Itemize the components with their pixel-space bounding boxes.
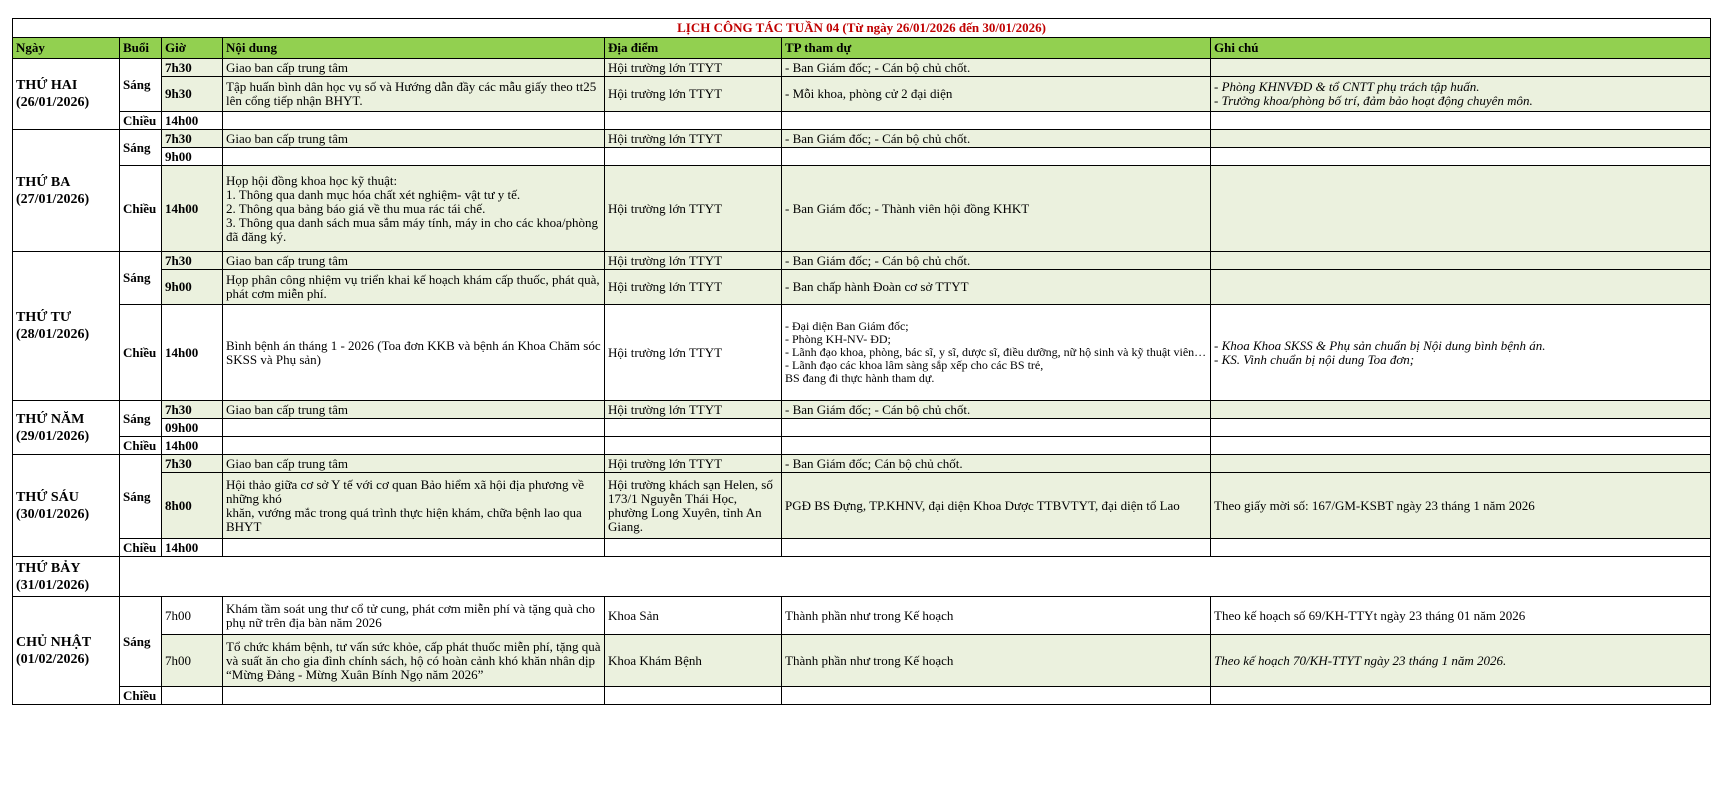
notes-cell xyxy=(1211,539,1711,557)
day-cell: THỨ BẢY (31/01/2026) xyxy=(13,557,120,597)
location-cell: Hội trường lớn TTYT xyxy=(605,270,782,305)
day-cell: THỨ HAI (26/01/2026) xyxy=(13,59,120,130)
location-cell: Hội trường lớn TTYT xyxy=(605,455,782,473)
participants-cell: - Mỗi khoa, phòng cử 2 đại diện xyxy=(782,77,1211,112)
participants-cell: - Ban Giám đốc; - Cán bộ chủ chốt. xyxy=(782,130,1211,148)
session-cell: Sáng xyxy=(120,455,162,539)
header-session: Buổi xyxy=(120,38,162,59)
time-cell: 14h00 xyxy=(162,112,223,130)
header-location: Địa điểm xyxy=(605,38,782,59)
time-cell: 14h00 xyxy=(162,305,223,401)
table-row xyxy=(13,635,1711,687)
content-cell: Tập huấn bình dân học vụ số và Hướng dẫn đầy các mẫu giấy theo tt25 lên cổng tiếp nhận BHYT. xyxy=(223,77,605,112)
content-cell: Giao ban cấp trung tâm xyxy=(223,252,605,270)
time-cell: 14h00 xyxy=(162,437,223,455)
session-cell: Sáng xyxy=(120,597,162,687)
time-cell: 14h00 xyxy=(162,539,223,557)
content-cell: Giao ban cấp trung tâm xyxy=(223,59,605,77)
time-cell: 7h00 xyxy=(162,635,223,687)
content-cell xyxy=(223,148,605,166)
content-cell: Bình bệnh án tháng 1 - 2026 (Toa đơn KKB và bệnh án Khoa Chăm sóc SKSS và Phụ sản) xyxy=(223,305,605,401)
participants-cell: - Ban Giám đốc; - Cán bộ chủ chốt. xyxy=(782,401,1211,419)
location-cell xyxy=(605,419,782,437)
table-row xyxy=(13,148,1711,166)
notes-cell xyxy=(1211,270,1711,305)
notes-cell xyxy=(1211,252,1711,270)
participants-cell: Thành phần như trong Kế hoạch xyxy=(782,635,1211,687)
participants-cell: PGĐ BS Đựng, TP.KHNV, đại diện Khoa Dược TTBVTYT, đại diện tổ Lao xyxy=(782,473,1211,539)
notes-cell xyxy=(1211,130,1711,148)
notes-cell: - Phòng KHNVĐD & tổ CNTT phụ trách tập huấn. - Trưởng khoa/phòng bố trí, đảm bảo hoạt động chuyên môn. xyxy=(1211,77,1711,112)
table-row xyxy=(13,473,1711,539)
participants-cell: - Ban Giám đốc; - Thành viên hội đồng KHKT xyxy=(782,166,1211,252)
table-row xyxy=(13,437,1711,455)
session-cell: Chiều xyxy=(120,539,162,557)
time-cell: 9h00 xyxy=(162,148,223,166)
session-cell: Sáng xyxy=(120,59,162,112)
header-content: Nội dung xyxy=(223,38,605,59)
notes-cell xyxy=(1211,687,1711,705)
notes-cell: - Khoa Khoa SKSS & Phụ sản chuẩn bị Nội dung bình bệnh án. - KS. Vinh chuẩn bị nội dung Toa đơn; xyxy=(1211,305,1711,401)
location-cell xyxy=(605,687,782,705)
content-cell: Giao ban cấp trung tâm xyxy=(223,130,605,148)
location-cell: Khoa Khám Bệnh xyxy=(605,635,782,687)
notes-cell xyxy=(1211,166,1711,252)
table-row xyxy=(13,401,1711,419)
location-cell: Hội trường khách sạn Helen, số 173/1 Nguyễn Thái Học, phường Long Xuyên, tỉnh An Giang. xyxy=(605,473,782,539)
content-cell: Giao ban cấp trung tâm xyxy=(223,455,605,473)
content-cell xyxy=(223,687,605,705)
table-row xyxy=(13,252,1711,270)
content-cell xyxy=(223,112,605,130)
session-cell: Chiều xyxy=(120,305,162,401)
time-cell xyxy=(162,687,223,705)
content-cell: Tổ chức khám bệnh, tư vấn sức khỏe, cấp phát thuốc miễn phí, tặng quà và suất ăn cho gia đình chính sách, hộ có hoàn cảnh khó khăn nhân dịp “Mừng Đảng - Mừng Xuân Bính Ngọ năm 2026” xyxy=(223,635,605,687)
participants-cell: - Ban Giám đốc; Cán bộ chủ chốt. xyxy=(782,455,1211,473)
location-cell xyxy=(605,148,782,166)
session-cell: Chiều xyxy=(120,166,162,252)
content-cell xyxy=(223,437,605,455)
location-cell: Hội trường lớn TTYT xyxy=(605,305,782,401)
table-row xyxy=(13,59,1711,77)
location-cell: Hội trường lớn TTYT xyxy=(605,59,782,77)
notes-cell: Theo giấy mời số: 167/GM-KSBT ngày 23 tháng 1 năm 2026 xyxy=(1211,473,1711,539)
time-cell: 7h30 xyxy=(162,59,223,77)
time-cell: 7h30 xyxy=(162,455,223,473)
time-cell: 7h30 xyxy=(162,130,223,148)
location-cell xyxy=(605,112,782,130)
session-cell: Sáng xyxy=(120,130,162,166)
participants-cell: - Ban Giám đốc; - Cán bộ chủ chốt. xyxy=(782,59,1211,77)
participants-cell: Thành phần như trong Kế hoạch xyxy=(782,597,1211,635)
time-cell: 7h30 xyxy=(162,252,223,270)
schedule-table xyxy=(12,18,1711,705)
table-row xyxy=(13,455,1711,473)
location-cell xyxy=(605,437,782,455)
location-cell xyxy=(605,539,782,557)
location-cell: Hội trường lớn TTYT xyxy=(605,401,782,419)
location-cell: Hội trường lớn TTYT xyxy=(605,130,782,148)
time-cell: 7h00 xyxy=(162,597,223,635)
header-participants: TP tham dự xyxy=(782,38,1211,59)
content-cell: Hội thảo giữa cơ sở Y tế với cơ quan Bảo hiểm xã hội địa phương về những khó khăn, vướng mắc trong quá trình thực hiện khám, chữa bệnh lao qua BHYT xyxy=(223,473,605,539)
table-row xyxy=(13,112,1711,130)
day-cell: THỨ BA (27/01/2026) xyxy=(13,130,120,252)
notes-cell xyxy=(1211,419,1711,437)
table-row xyxy=(13,166,1711,252)
notes-cell xyxy=(1211,148,1711,166)
participants-cell xyxy=(782,539,1211,557)
time-cell: 9h00 xyxy=(162,270,223,305)
location-cell: Hội trường lớn TTYT xyxy=(605,77,782,112)
participants-cell xyxy=(782,437,1211,455)
content-cell: Giao ban cấp trung tâm xyxy=(223,401,605,419)
participants-cell xyxy=(782,112,1211,130)
table-row xyxy=(13,305,1711,401)
notes-cell xyxy=(1211,455,1711,473)
header-row xyxy=(13,38,1711,59)
location-cell: Khoa Sản xyxy=(605,597,782,635)
notes-cell: Theo kế hoạch 70/KH-TTYT ngày 23 tháng 1 năm 2026. xyxy=(1211,635,1711,687)
notes-cell xyxy=(1211,112,1711,130)
content-cell: Họp hội đồng khoa học kỹ thuật: 1. Thông qua danh mục hóa chất xét nghiệm- vật tư y tế. 2. Thông qua bảng báo giá về thu mua rác tái chế. 3. Thông qua danh sách mua sắm máy tính, máy in cho các khoa/phòng đã đăng ký. xyxy=(223,166,605,252)
notes-cell: Theo kế hoạch số 69/KH-TTYt ngày 23 tháng 01 năm 2026 xyxy=(1211,597,1711,635)
table-row xyxy=(13,539,1711,557)
session-cell: Chiều xyxy=(120,687,162,705)
content-cell: Họp phân công nhiệm vụ triển khai kế hoạch khám cấp thuốc, phát quà, phát cơm miễn phí. xyxy=(223,270,605,305)
day-cell: THỨ NĂM (29/01/2026) xyxy=(13,401,120,455)
schedule-title: LỊCH CÔNG TÁC TUẦN 04 (Từ ngày 26/01/2026 đến 30/01/2026) xyxy=(13,19,1711,38)
day-cell: THỨ TƯ (28/01/2026) xyxy=(13,252,120,401)
header-time: Giờ xyxy=(162,38,223,59)
table-row xyxy=(13,597,1711,635)
notes-cell xyxy=(1211,401,1711,419)
time-cell: 8h00 xyxy=(162,473,223,539)
day-cell: THỨ SÁU (30/01/2026) xyxy=(13,455,120,557)
table-row xyxy=(13,270,1711,305)
participants-cell xyxy=(782,148,1211,166)
content-cell xyxy=(223,419,605,437)
table-row xyxy=(13,687,1711,705)
session-cell: Sáng xyxy=(120,252,162,305)
location-cell: Hội trường lớn TTYT xyxy=(605,252,782,270)
participants-cell: - Đại diện Ban Giám đốc; - Phòng KH-NV- ĐD; - Lãnh đạo khoa, phòng, bác sĩ, y sĩ, dược sĩ, điều dưỡng, nữ hộ sinh và kỹ thuật viên… - Lãnh đạo các khoa lâm sàng sắp xếp cho các BS trẻ, BS đang đi thực hành tham dự. xyxy=(782,305,1211,401)
day-cell: CHỦ NHẬT (01/02/2026) xyxy=(13,597,120,705)
table-row xyxy=(13,557,1711,597)
schedule-sheet xyxy=(12,18,1710,705)
time-cell: 14h00 xyxy=(162,166,223,252)
table-row xyxy=(13,77,1711,112)
participants-cell xyxy=(782,419,1211,437)
header-notes: Ghi chú xyxy=(1211,38,1711,59)
session-cell: Chiều xyxy=(120,437,162,455)
participants-cell xyxy=(782,687,1211,705)
notes-cell xyxy=(1211,437,1711,455)
participants-cell: - Ban chấp hành Đoàn cơ sở TTYT xyxy=(782,270,1211,305)
time-cell: 7h30 xyxy=(162,401,223,419)
session-cell: Chiều xyxy=(120,112,162,130)
table-row xyxy=(13,130,1711,148)
session-cell: Sáng xyxy=(120,401,162,437)
header-day: Ngày xyxy=(13,38,120,59)
time-cell: 9h30 xyxy=(162,77,223,112)
participants-cell: - Ban Giám đốc; - Cán bộ chủ chốt. xyxy=(782,252,1211,270)
empty-day-cell xyxy=(120,557,1711,597)
location-cell: Hội trường lớn TTYT xyxy=(605,166,782,252)
time-cell: 09h00 xyxy=(162,419,223,437)
notes-cell xyxy=(1211,59,1711,77)
content-cell: Khám tầm soát ung thư cổ tử cung, phát cơm miễn phí và tặng quà cho phụ nữ trên địa bàn năm 2026 xyxy=(223,597,605,635)
content-cell xyxy=(223,539,605,557)
table-row xyxy=(13,419,1711,437)
